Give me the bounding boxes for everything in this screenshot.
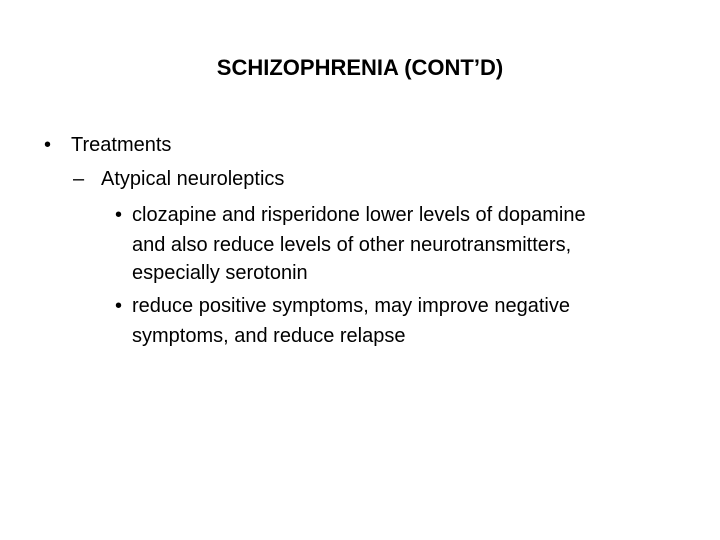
level3-item1-line3: especially serotonin <box>132 262 308 284</box>
subbullet-text-atypical-neuroleptics: Atypical neuroleptics <box>101 168 285 190</box>
bullet-level3-1: • <box>115 204 123 226</box>
slide-title: SCHIZOPHRENIA (CONT’D) <box>216 55 504 80</box>
level3-item1-line2: and also reduce levels of other neurotransmitters, <box>132 234 572 256</box>
level3-item2-line2: symptoms, and reduce relapse <box>132 325 406 347</box>
bullet-text-treatments: Treatments <box>71 134 172 156</box>
bullet-level1: • <box>44 134 52 156</box>
level3-item1-line1: clozapine and risperidone lower levels of dopamine <box>132 204 586 226</box>
dash-level2: – <box>73 168 85 190</box>
bullet-level3-2: • <box>115 295 123 317</box>
level3-item2-line1: reduce positive symptoms, may improve negative <box>132 295 570 317</box>
